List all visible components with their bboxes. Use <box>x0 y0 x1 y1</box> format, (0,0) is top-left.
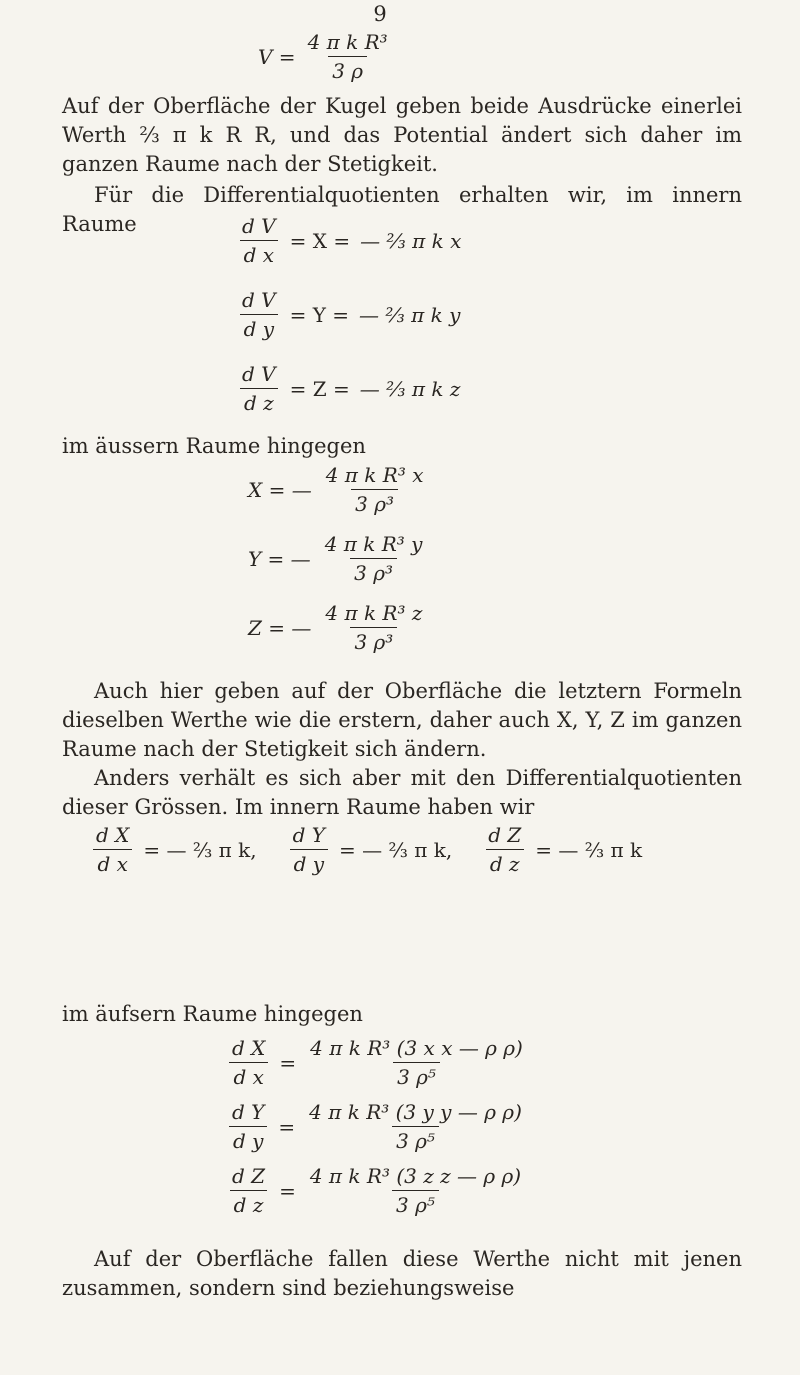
inner-eq-x <box>238 214 461 267</box>
inner-deriv-z-numerator: d Z <box>488 823 522 847</box>
inner-eq-x-fraction <box>238 214 280 267</box>
inner-deriv-x-denominator: d x <box>93 849 131 876</box>
outer-eq-x <box>248 463 428 516</box>
inner-deriv-x-numerator: d X <box>96 823 130 847</box>
outer-eq-y <box>248 532 426 585</box>
inner-eq-x-middle: = X = <box>289 228 351 253</box>
outer-deriv-z-rhs-numerator: 4 π k R³ (3 z z — ρ ρ) <box>309 1164 522 1188</box>
inner-eq-x-numerator: d V <box>242 214 276 238</box>
outer-deriv-y-lhs-denominator: d y <box>229 1126 267 1153</box>
formula-v-denominator: 3 ρ <box>328 56 367 83</box>
inner-eq-y-numerator: d V <box>242 288 276 312</box>
outer-deriv-z-lhs-denominator: d z <box>230 1190 268 1217</box>
inner-deriv-z-rhs: = — ⅔ π k <box>535 837 643 862</box>
outer-eq-z-denominator: 3 ρ³ <box>350 627 397 654</box>
formula-v <box>258 30 392 83</box>
inner-eq-z-denominator: d z <box>240 388 278 415</box>
outer-eq-z <box>248 601 426 654</box>
inner-eq-z-numerator: d V <box>242 362 276 386</box>
outer-deriv-y-rhs-denominator: 3 ρ⁵ <box>392 1126 439 1153</box>
paragraph-surface-discontinuity: Auf der Oberfläche fallen diese Werthe nicht mit jenen zusammen, sondern sind beziehungsweise <box>62 1247 742 1300</box>
inner-deriv-y-numerator: d Y <box>292 823 325 847</box>
paragraph-outer-deriv-intro: im äufsern Raume hingegen <box>62 1002 363 1026</box>
outer-eq-x-fraction <box>322 463 428 516</box>
outer-deriv-x-equals: = <box>279 1050 297 1075</box>
outer-eq-y-denominator: 3 ρ³ <box>350 558 397 585</box>
outer-deriv-y-rhs-numerator: 4 π k R³ (3 y y — ρ ρ) <box>309 1100 522 1124</box>
outer-deriv-z-rhs-fraction <box>306 1164 525 1217</box>
outer-deriv-x-rhs-numerator: 4 π k R³ (3 x x — ρ ρ) <box>310 1036 523 1060</box>
outer-deriv-z-lhs-numerator: d Z <box>232 1164 266 1188</box>
paragraph-continuity: Auch hier geben auf der Oberfläche die letztern Formeln dieselben Werthe wie die erstern, daher auch X, Y, Z im ganzen Raume nach der Stetigkeit sich ändern. <box>62 679 742 761</box>
inner-deriv-z-fraction <box>484 823 525 876</box>
paragraph-surface-value: Auf der Oberfläche der Kugel geben beide Ausdrücke einerlei Werth ⅔ π k R R, und das Potential ändert sich daher im ganzen Raume nach der Stetigkeit. <box>62 94 742 176</box>
outer-eq-y-fraction <box>321 532 427 585</box>
outer-eq-y-lhs: Y = — <box>248 546 311 571</box>
outer-eq-x-lhs: X = — <box>248 477 312 502</box>
outer-deriv-z-rhs-denominator: 3 ρ⁵ <box>392 1190 439 1217</box>
inner-eq-y-fraction <box>238 288 280 341</box>
inner-deriv-z-denominator: d z <box>486 849 524 876</box>
outer-deriv-x-lhs-fraction <box>228 1036 269 1089</box>
outer-deriv-x <box>228 1036 527 1089</box>
inner-eq-z <box>238 362 460 415</box>
inner-deriv-x-fraction <box>92 823 133 876</box>
inner-deriv-x-rhs: = — ⅔ π k, <box>143 837 257 862</box>
inner-eq-x-denominator: d x <box>240 240 278 267</box>
outer-deriv-x-lhs-denominator: d x <box>229 1062 267 1089</box>
inner-deriv-row <box>92 823 652 876</box>
formula-v-fraction <box>304 30 392 83</box>
outer-deriv-z-equals: = <box>279 1178 296 1203</box>
formula-v-lhs: V = <box>258 44 296 69</box>
inner-eq-y <box>238 288 460 341</box>
page-number: 9 <box>373 2 387 26</box>
inner-eq-y-middle: = Y = <box>289 302 350 327</box>
formula-v-numerator: 4 π k R³ <box>307 30 388 54</box>
inner-eq-z-middle: = Z = <box>289 376 350 401</box>
paragraph-inner-intro: Für die Differentialquotienten erhalten wir, im innern Raume <box>62 183 742 236</box>
outer-deriv-y-rhs-fraction <box>305 1100 526 1153</box>
outer-deriv-y <box>228 1100 526 1153</box>
inner-eq-z-fraction <box>238 362 280 415</box>
outer-deriv-x-rhs-denominator: 3 ρ⁵ <box>393 1062 440 1089</box>
outer-deriv-y-lhs-fraction <box>228 1100 268 1153</box>
outer-deriv-y-lhs-numerator: d Y <box>232 1100 265 1124</box>
inner-deriv-y-denominator: d y <box>290 849 328 876</box>
inner-eq-y-denominator: d y <box>240 314 278 341</box>
inner-eq-y-rhs: — ⅔ π k y <box>359 302 461 327</box>
inner-eq-z-rhs: — ⅔ π k z <box>359 376 461 401</box>
outer-eq-z-numerator: 4 π k R³ z <box>325 601 423 625</box>
outer-deriv-y-equals: = <box>278 1114 296 1139</box>
paragraph-differential: Anders verhält es sich aber mit den Differentialquotienten dieser Grössen. Im innern Raume haben wir <box>62 766 742 819</box>
outer-deriv-z <box>228 1164 525 1217</box>
inner-deriv-y-fraction <box>289 823 329 876</box>
outer-eq-x-denominator: 3 ρ³ <box>351 489 398 516</box>
outer-deriv-x-lhs-numerator: d X <box>232 1036 266 1060</box>
outer-deriv-x-rhs-fraction <box>306 1036 527 1089</box>
outer-deriv-z-lhs-fraction <box>228 1164 269 1217</box>
inner-deriv-y-rhs: = — ⅔ π k, <box>338 837 453 862</box>
paragraph-outer-intro: im äussern Raume hingegen <box>62 434 366 458</box>
outer-eq-x-numerator: 4 π k R³ x <box>325 463 424 487</box>
inner-eq-x-rhs: — ⅔ π k x <box>360 228 462 253</box>
outer-eq-z-fraction <box>321 601 426 654</box>
outer-eq-z-lhs: Z = — <box>248 615 312 640</box>
outer-eq-y-numerator: 4 π k R³ y <box>324 532 423 556</box>
